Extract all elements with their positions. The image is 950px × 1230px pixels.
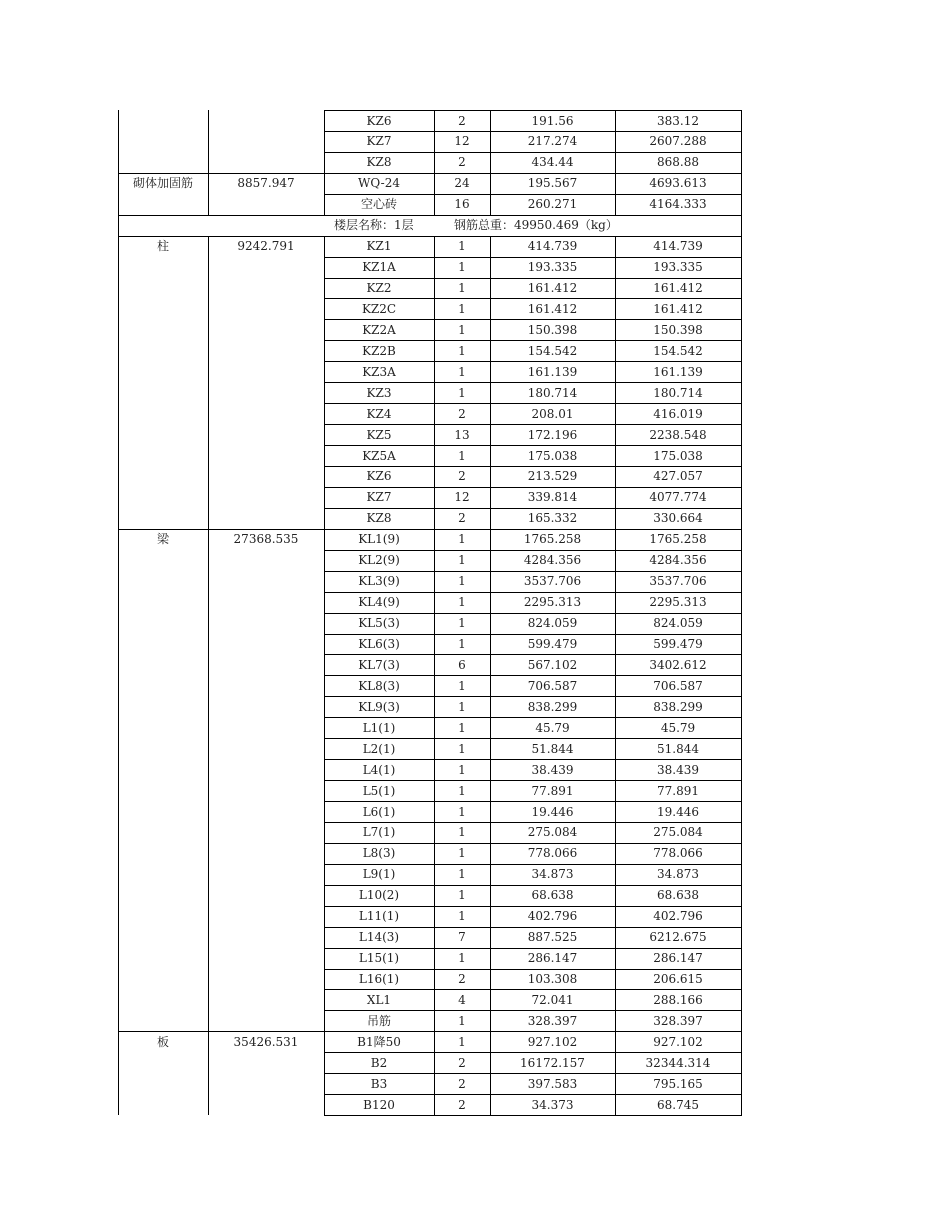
column-total-weight-cell: 416.019	[653, 406, 703, 421]
beam-unit-weight-cell: 328.397	[527, 1013, 578, 1028]
column-count-cell: 1	[458, 239, 466, 254]
beam-total-weight-cell: 824.059	[653, 616, 703, 631]
column-count-cell: 1	[458, 364, 466, 379]
column-name-cell: KZ2	[366, 281, 392, 296]
beam-name-cell: L1(1)	[362, 720, 396, 735]
column-unit-weight-cell: 172.196	[527, 427, 578, 442]
slab-category-label: 板	[156, 1034, 169, 1049]
column-unit-weight-cell: 150.398	[527, 322, 578, 337]
beam-name-cell: L9(1)	[362, 867, 396, 882]
slab-total-weight-cell: 32344.314	[645, 1055, 711, 1070]
column-total-weight-cell: 330.664	[653, 511, 703, 526]
grid-hline	[324, 864, 742, 865]
beam-count-cell: 1	[458, 867, 466, 882]
column-total-weight-cell: 161.412	[653, 301, 703, 316]
beam-name-cell: XL1	[366, 992, 392, 1007]
beam-name-cell: L14(3)	[358, 930, 400, 945]
column-unit-weight-cell: 208.01	[531, 406, 574, 421]
grid-hline	[324, 654, 742, 655]
beam-unit-weight-cell: 45.79	[535, 720, 570, 735]
grid-hline	[118, 173, 742, 174]
beam-total-weight-cell: 838.299	[653, 699, 703, 714]
beam-unit-weight-cell: 34.873	[531, 867, 574, 882]
column-unit-weight-cell: 193.335	[527, 260, 578, 275]
column-unit-weight-cell: 161.412	[527, 281, 578, 296]
slab-category-weight: 35426.531	[233, 1034, 299, 1049]
beam-name-cell: KL3(9)	[358, 574, 400, 589]
slab-unit-weight-cell: 927.102	[527, 1034, 578, 1049]
beam-unit-weight-cell: 887.525	[527, 930, 578, 945]
column-count-cell: 1	[458, 322, 466, 337]
kz-row-total-weight-cell: 2607.288	[649, 134, 707, 149]
beam-unit-weight-cell: 2295.313	[523, 595, 582, 610]
beam-name-cell: KL4(9)	[358, 595, 400, 610]
column-total-weight-cell: 161.139	[653, 364, 703, 379]
beam-unit-weight-cell: 1765.258	[523, 532, 582, 547]
beam-name-cell: KL7(3)	[358, 657, 400, 672]
beam-count-cell: 1	[458, 741, 466, 756]
beam-count-cell: 1	[458, 804, 466, 819]
grid-vline	[118, 215, 119, 236]
grid-vline	[615, 110, 616, 215]
column-name-cell: KZ8	[366, 511, 392, 526]
beam-total-weight-cell: 286.147	[653, 951, 703, 966]
beam-count-cell: 7	[458, 930, 466, 945]
masonry-total-weight-cell: 4164.333	[649, 197, 707, 212]
beam-total-weight-cell: 706.587	[653, 678, 703, 693]
grid-hline	[324, 508, 742, 509]
beam-name-cell: 吊筋	[366, 1013, 391, 1028]
slab-count-cell: 2	[458, 1097, 466, 1112]
beam-total-weight-cell: 45.79	[660, 720, 696, 735]
beam-count-cell: 1	[458, 888, 466, 903]
masonry-category-weight: 8857.947	[237, 176, 295, 191]
beam-category-label: 梁	[156, 532, 169, 547]
column-total-weight-cell: 150.398	[653, 322, 703, 337]
grid-vline	[208, 236, 209, 1115]
beam-count-cell: 1	[458, 783, 466, 798]
grid-hline	[324, 634, 742, 635]
kz-row-total-weight-cell: 868.88	[657, 155, 699, 170]
beam-count-cell: 1	[458, 846, 466, 861]
beam-total-weight-cell: 19.446	[657, 804, 699, 819]
beam-unit-weight-cell: 706.587	[527, 678, 578, 693]
slab-unit-weight-cell: 16172.157	[520, 1055, 585, 1070]
kz-row-count-cell: 12	[454, 134, 470, 149]
beam-total-weight-cell: 275.084	[653, 825, 703, 840]
grid-hline	[324, 885, 742, 886]
column-count-cell: 1	[458, 260, 466, 275]
column-name-cell: KZ2B	[362, 343, 396, 358]
grid-vline	[324, 236, 325, 1115]
column-unit-weight-cell: 414.739	[527, 239, 578, 254]
beam-unit-weight-cell: 402.796	[527, 909, 578, 924]
grid-vline	[118, 236, 119, 1115]
grid-hline	[324, 780, 742, 781]
grid-hline	[324, 466, 742, 467]
beam-count-cell: 1	[458, 637, 466, 651]
column-count-cell: 1	[458, 448, 466, 463]
column-count-cell: 2	[458, 406, 466, 421]
column-count-cell: 2	[458, 511, 466, 526]
column-name-cell: KZ4	[366, 406, 392, 421]
column-total-weight-cell: 414.739	[653, 239, 703, 254]
beam-total-weight-cell: 778.066	[653, 846, 703, 861]
grid-hline	[324, 403, 742, 404]
beam-count-cell: 1	[458, 825, 466, 840]
beam-unit-weight-cell: 286.147	[527, 951, 578, 966]
kz-row-unit-weight-cell: 217.274	[527, 134, 578, 149]
grid-hline	[324, 1115, 742, 1116]
beam-name-cell: KL2(9)	[358, 553, 400, 568]
slab-count-cell: 1	[458, 1034, 466, 1049]
grid-hline	[324, 361, 742, 362]
beam-total-weight-cell: 1765.258	[649, 532, 707, 547]
grid-hline	[324, 319, 742, 320]
beam-total-weight-cell: 6212.675	[649, 930, 707, 945]
column-count-cell: 12	[454, 490, 470, 505]
grid-vline	[118, 110, 119, 215]
beam-name-cell: KL6(3)	[358, 637, 400, 651]
beam-count-cell: 4	[458, 992, 466, 1007]
beam-name-cell: L6(1)	[362, 804, 396, 819]
grid-vline	[324, 110, 325, 215]
grid-vline	[490, 110, 491, 215]
beam-count-cell: 1	[458, 678, 466, 693]
beam-count-cell: 1	[458, 909, 466, 924]
beam-unit-weight-cell: 51.844	[531, 741, 574, 756]
grid-hline	[324, 927, 742, 928]
beam-name-cell: L4(1)	[362, 762, 396, 777]
grid-hline	[324, 340, 742, 341]
beam-unit-weight-cell: 103.308	[527, 972, 578, 987]
column-unit-weight-cell: 213.529	[527, 469, 578, 484]
grid-hline	[324, 1094, 742, 1095]
grid-hline	[324, 948, 742, 949]
column-unit-weight-cell: 339.814	[527, 490, 578, 505]
masonry-total-weight-cell: 4693.613	[649, 176, 707, 191]
beam-unit-weight-cell: 824.059	[527, 616, 578, 631]
beam-total-weight-cell: 402.796	[653, 909, 703, 924]
column-name-cell: KZ7	[366, 490, 392, 505]
column-category-weight: 9242.791	[237, 239, 295, 254]
grid-hline	[324, 550, 742, 551]
kz-row-count-cell: 2	[458, 113, 466, 128]
slab-total-weight-cell: 927.102	[653, 1034, 703, 1049]
grid-hline	[324, 969, 742, 970]
beam-unit-weight-cell: 19.446	[531, 804, 574, 819]
floor-name-label: 楼层名称：1层	[334, 218, 414, 233]
slab-name-cell: B120	[363, 1097, 395, 1112]
grid-hline	[324, 298, 742, 299]
grid-hline	[324, 152, 742, 153]
beam-name-cell: L8(3)	[362, 846, 396, 861]
column-total-weight-cell: 175.038	[653, 448, 703, 463]
beam-count-cell: 1	[458, 532, 466, 547]
beam-count-cell: 1	[458, 595, 466, 610]
beam-name-cell: L15(1)	[358, 951, 400, 966]
grid-hline	[324, 1052, 742, 1053]
beam-unit-weight-cell: 778.066	[527, 846, 578, 861]
column-total-weight-cell: 161.412	[653, 281, 703, 296]
beam-name-cell: KL9(3)	[358, 699, 400, 714]
grid-hline	[324, 1010, 742, 1011]
beam-count-cell: 1	[458, 699, 466, 714]
beam-name-cell: KL5(3)	[358, 616, 400, 631]
column-unit-weight-cell: 161.412	[527, 301, 578, 316]
column-name-cell: KZ2A	[362, 322, 396, 337]
beam-count-cell: 1	[458, 616, 466, 631]
grid-vline	[490, 236, 491, 1115]
beam-unit-weight-cell: 68.638	[531, 888, 574, 903]
beam-total-weight-cell: 288.166	[653, 992, 703, 1007]
grid-hline	[324, 759, 742, 760]
grid-vline	[615, 236, 616, 1115]
grid-hline	[324, 110, 742, 111]
slab-total-weight-cell: 795.165	[653, 1076, 703, 1091]
beam-total-weight-cell: 51.844	[657, 741, 699, 756]
beam-name-cell: L2(1)	[362, 741, 396, 756]
beam-name-cell: L10(2)	[358, 888, 400, 903]
column-name-cell: KZ1A	[362, 260, 396, 275]
slab-count-cell: 2	[458, 1076, 466, 1091]
beam-unit-weight-cell: 599.479	[527, 637, 578, 651]
grid-vline	[434, 110, 435, 215]
column-unit-weight-cell: 161.139	[527, 364, 578, 379]
kz-row-name-cell: KZ7	[366, 134, 392, 149]
kz-row-unit-weight-cell: 434.44	[531, 155, 574, 170]
column-total-weight-cell: 193.335	[653, 260, 703, 275]
masonry-count-cell: 24	[454, 176, 470, 191]
grid-hline	[324, 571, 742, 572]
slab-name-cell: B1降50	[357, 1034, 401, 1049]
grid-hline	[324, 592, 742, 593]
beam-unit-weight-cell: 72.041	[531, 992, 574, 1007]
column-name-cell: KZ5A	[362, 448, 396, 463]
grid-hline	[118, 529, 742, 530]
column-count-cell: 2	[458, 469, 466, 484]
beam-name-cell: KL1(9)	[358, 532, 400, 547]
column-unit-weight-cell: 165.332	[527, 511, 578, 526]
beam-total-weight-cell: 328.397	[653, 1013, 703, 1028]
beam-count-cell: 1	[458, 762, 466, 777]
grid-hline	[324, 822, 742, 823]
beam-total-weight-cell: 38.439	[657, 762, 699, 777]
grid-hline	[324, 717, 742, 718]
grid-hline	[324, 194, 742, 195]
rebar-total-weight-label: 钢筋总重：49950.469（kg）	[454, 218, 618, 233]
slab-total-weight-cell: 68.745	[657, 1097, 699, 1112]
beam-total-weight-cell: 34.873	[657, 867, 699, 882]
column-count-cell: 13	[454, 427, 470, 442]
column-name-cell: KZ6	[366, 469, 392, 484]
grid-hline	[324, 906, 742, 907]
beam-total-weight-cell: 3402.612	[649, 657, 707, 672]
beam-count-cell: 1	[458, 574, 466, 589]
column-total-weight-cell: 4077.774	[649, 490, 707, 505]
beam-total-weight-cell: 3537.706	[649, 574, 707, 589]
beam-total-weight-cell: 2295.313	[649, 595, 707, 610]
beam-count-cell: 2	[458, 972, 466, 987]
beam-unit-weight-cell: 275.084	[527, 825, 578, 840]
column-name-cell: KZ3A	[362, 364, 396, 379]
grid-hline	[324, 382, 742, 383]
grid-hline	[324, 131, 742, 132]
masonry-count-cell: 16	[454, 197, 470, 212]
grid-hline	[324, 675, 742, 676]
grid-hline	[324, 843, 742, 844]
column-count-cell: 1	[458, 301, 466, 316]
kz-row-unit-weight-cell: 191.56	[531, 113, 574, 128]
grid-hline	[118, 1031, 742, 1032]
grid-hline	[324, 278, 742, 279]
column-category-label: 柱	[156, 239, 169, 254]
beam-unit-weight-cell: 38.439	[531, 762, 574, 777]
grid-hline	[324, 989, 742, 990]
column-total-weight-cell: 180.714	[653, 385, 703, 400]
grid-hline	[324, 738, 742, 739]
beam-name-cell: L7(1)	[362, 825, 396, 840]
beam-unit-weight-cell: 77.891	[531, 783, 574, 798]
grid-hline	[324, 801, 742, 802]
column-count-cell: 1	[458, 281, 466, 296]
grid-hline	[324, 613, 742, 614]
column-unit-weight-cell: 154.542	[527, 343, 578, 358]
masonry-unit-weight-cell: 195.567	[527, 176, 578, 191]
beam-name-cell: L16(1)	[358, 972, 400, 987]
beam-unit-weight-cell: 838.299	[527, 699, 578, 714]
column-name-cell: KZ3	[366, 385, 392, 400]
column-name-cell: KZ2C	[361, 301, 397, 316]
column-count-cell: 1	[458, 385, 466, 400]
beam-count-cell: 1	[458, 720, 466, 735]
beam-count-cell: 1	[458, 553, 466, 568]
grid-vline	[741, 110, 742, 1115]
beam-total-weight-cell: 599.479	[653, 637, 703, 651]
beam-name-cell: L11(1)	[358, 909, 400, 924]
grid-hline	[324, 1073, 742, 1074]
column-total-weight-cell: 2238.548	[649, 427, 707, 442]
slab-unit-weight-cell: 397.583	[527, 1076, 578, 1091]
grid-hline	[324, 424, 742, 425]
beam-total-weight-cell: 68.638	[657, 888, 699, 903]
beam-count-cell: 6	[458, 657, 466, 672]
masonry-name-cell: WQ-24	[358, 176, 400, 191]
grid-vline	[208, 110, 209, 215]
masonry-unit-weight-cell: 260.271	[527, 197, 578, 212]
beam-unit-weight-cell: 567.102	[527, 657, 578, 672]
slab-name-cell: B2	[370, 1055, 388, 1070]
beam-count-cell: 1	[458, 951, 466, 966]
grid-vline	[434, 236, 435, 1115]
grid-hline	[324, 445, 742, 446]
beam-total-weight-cell: 4284.356	[649, 553, 707, 568]
column-unit-weight-cell: 180.714	[527, 385, 578, 400]
masonry-name-cell: 空心砖	[360, 197, 397, 212]
kz-row-total-weight-cell: 383.12	[657, 113, 699, 128]
beam-name-cell: KL8(3)	[358, 678, 400, 693]
beam-unit-weight-cell: 3537.706	[523, 574, 582, 589]
column-unit-weight-cell: 175.038	[527, 448, 578, 463]
column-name-cell: KZ5	[366, 427, 392, 442]
grid-hline	[324, 696, 742, 697]
grid-hline	[118, 215, 742, 216]
kz-row-name-cell: KZ6	[366, 113, 392, 128]
beam-name-cell: L5(1)	[362, 783, 396, 798]
kz-row-count-cell: 2	[458, 155, 466, 170]
column-total-weight-cell: 154.542	[653, 343, 703, 358]
beam-count-cell: 1	[458, 1013, 466, 1028]
grid-hline	[118, 236, 742, 237]
slab-unit-weight-cell: 34.373	[531, 1097, 574, 1112]
beam-category-weight: 27368.535	[233, 532, 299, 547]
slab-count-cell: 2	[458, 1055, 466, 1070]
grid-hline	[324, 487, 742, 488]
grid-hline	[324, 257, 742, 258]
beam-total-weight-cell: 206.615	[653, 972, 703, 987]
column-name-cell: KZ1	[366, 239, 392, 254]
kz-row-name-cell: KZ8	[366, 155, 392, 170]
beam-total-weight-cell: 77.891	[657, 783, 699, 798]
beam-unit-weight-cell: 4284.356	[523, 553, 582, 568]
masonry-category-label: 砌体加固筋	[132, 176, 193, 191]
slab-name-cell: B3	[370, 1076, 388, 1091]
column-count-cell: 1	[458, 343, 466, 358]
column-total-weight-cell: 427.057	[653, 469, 703, 484]
